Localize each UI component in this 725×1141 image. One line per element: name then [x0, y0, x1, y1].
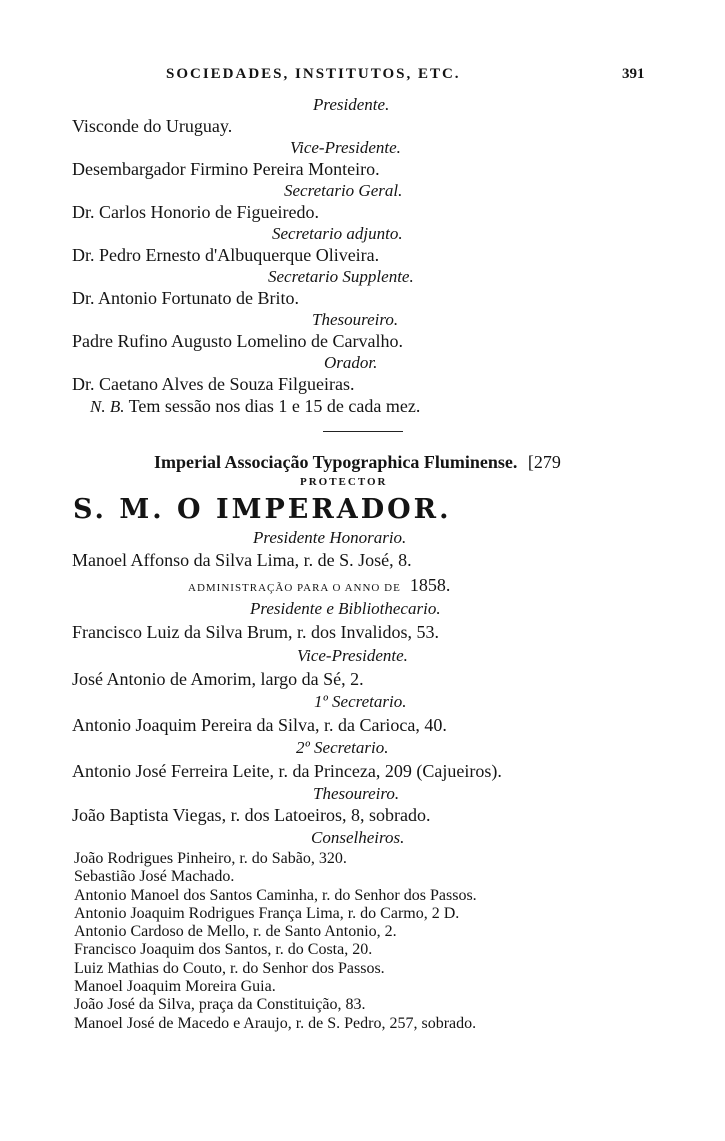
list-item: Luiz Mathias do Couto, r. do Senhor dos Passos. — [74, 959, 385, 977]
section-divider — [323, 431, 403, 432]
list-item: Antonio Manoel dos Santos Caminha, r. do Senhor dos Passos. — [74, 886, 477, 904]
list-item: Manoel José de Macedo e Araujo, r. de S. Pedro, 257, sobrado. — [74, 1014, 477, 1032]
member-name: Visconde do Uruguay. — [72, 116, 233, 136]
administration-year: 1858. — [409, 575, 451, 595]
role-heading: Thesoureiro. — [312, 310, 399, 329]
member-name: Antonio Joaquim Pereira da Silva, r. da Carioca, 40. — [72, 715, 447, 735]
association-ref: [279 — [527, 452, 561, 472]
member-name: Manoel Affonso da Silva Lima, r. de S. José, 8. — [72, 550, 412, 570]
role-heading: Vice-Presidente. — [297, 646, 408, 665]
list-item: Francisco Joaquim dos Santos, r. do Costa, 20. — [74, 941, 373, 959]
member-name: Padre Rufino Augusto Lomelino de Carvalho. — [72, 331, 403, 351]
page-number: 391 — [622, 66, 645, 82]
running-header-title: SOCIEDADES, INSTITUTOS, ETC. — [166, 66, 461, 82]
counselor-list — [74, 850, 477, 1033]
member-name: Antonio José Ferreira Leite, r. da Princeza, 209 (Cajueiros). — [72, 761, 502, 781]
member-name: Dr. Carlos Honorio de Figueiredo. — [72, 202, 319, 222]
protector-label: PROTECTOR — [300, 476, 388, 488]
list-item: Manoel Joaquim Moreira Guia. — [74, 978, 276, 996]
note-text: Tem sessão nos dias 1 e 15 de cada mez. — [128, 396, 421, 416]
role-heading: Conselheiros. — [311, 828, 405, 847]
role-heading: Presidente Honorario. — [253, 528, 407, 547]
role-heading: 2º Secretario. — [296, 738, 389, 757]
list-item: João Rodrigues Pinheiro, r. do Sabão, 320. — [74, 850, 347, 867]
role-heading: Orador. — [324, 353, 378, 372]
role-heading: Vice-Presidente. — [290, 138, 401, 157]
list-item: Antonio Cardoso de Mello, r. de Santo Antonio, 2. — [74, 923, 397, 941]
meeting-note — [90, 397, 420, 415]
association-name: Imperial Associação Typographica Fluminense. — [154, 452, 518, 472]
member-name: João Baptista Viegas, r. dos Latoeiros, 8, sobrado. — [72, 805, 431, 825]
member-name: Francisco Luiz da Silva Brum, r. dos Invalidos, 53. — [72, 622, 439, 642]
list-item: João José da Silva, praça da Constituição, 83. — [74, 996, 366, 1014]
protector-name: S. M. O IMPERADOR. — [73, 494, 452, 525]
member-name: Dr. Pedro Ernesto d'Albuquerque Oliveira. — [72, 245, 380, 265]
member-name: José Antonio de Amorim, largo da Sé, 2. — [72, 669, 364, 689]
role-heading: Thesoureiro. — [313, 784, 400, 803]
role-heading: Secretario Supplente. — [268, 267, 414, 286]
administration-heading — [188, 576, 450, 594]
association-title — [154, 453, 561, 471]
list-item: Sebastião José Machado. — [74, 868, 235, 886]
role-heading: Presidente e Bibliothecario. — [250, 599, 441, 618]
administration-label: ADMINISTRAÇÃO PARA O ANNO DE — [188, 582, 401, 594]
role-heading: Presidente. — [313, 95, 390, 114]
member-name: Dr. Antonio Fortunato de Brito. — [72, 288, 299, 308]
member-name: Desembargador Firmino Pereira Monteiro. — [72, 159, 380, 179]
role-heading: 1º Secretario. — [314, 692, 407, 711]
member-name: Dr. Caetano Alves de Souza Filgueiras. — [72, 374, 355, 394]
list-item: Antonio Joaquim Rodrigues França Lima, r. do Carmo, 2 D. — [74, 904, 460, 922]
role-heading: Secretario Geral. — [284, 181, 403, 200]
note-prefix: N. B. — [90, 397, 125, 416]
role-heading: Secretario adjunto. — [272, 224, 403, 243]
